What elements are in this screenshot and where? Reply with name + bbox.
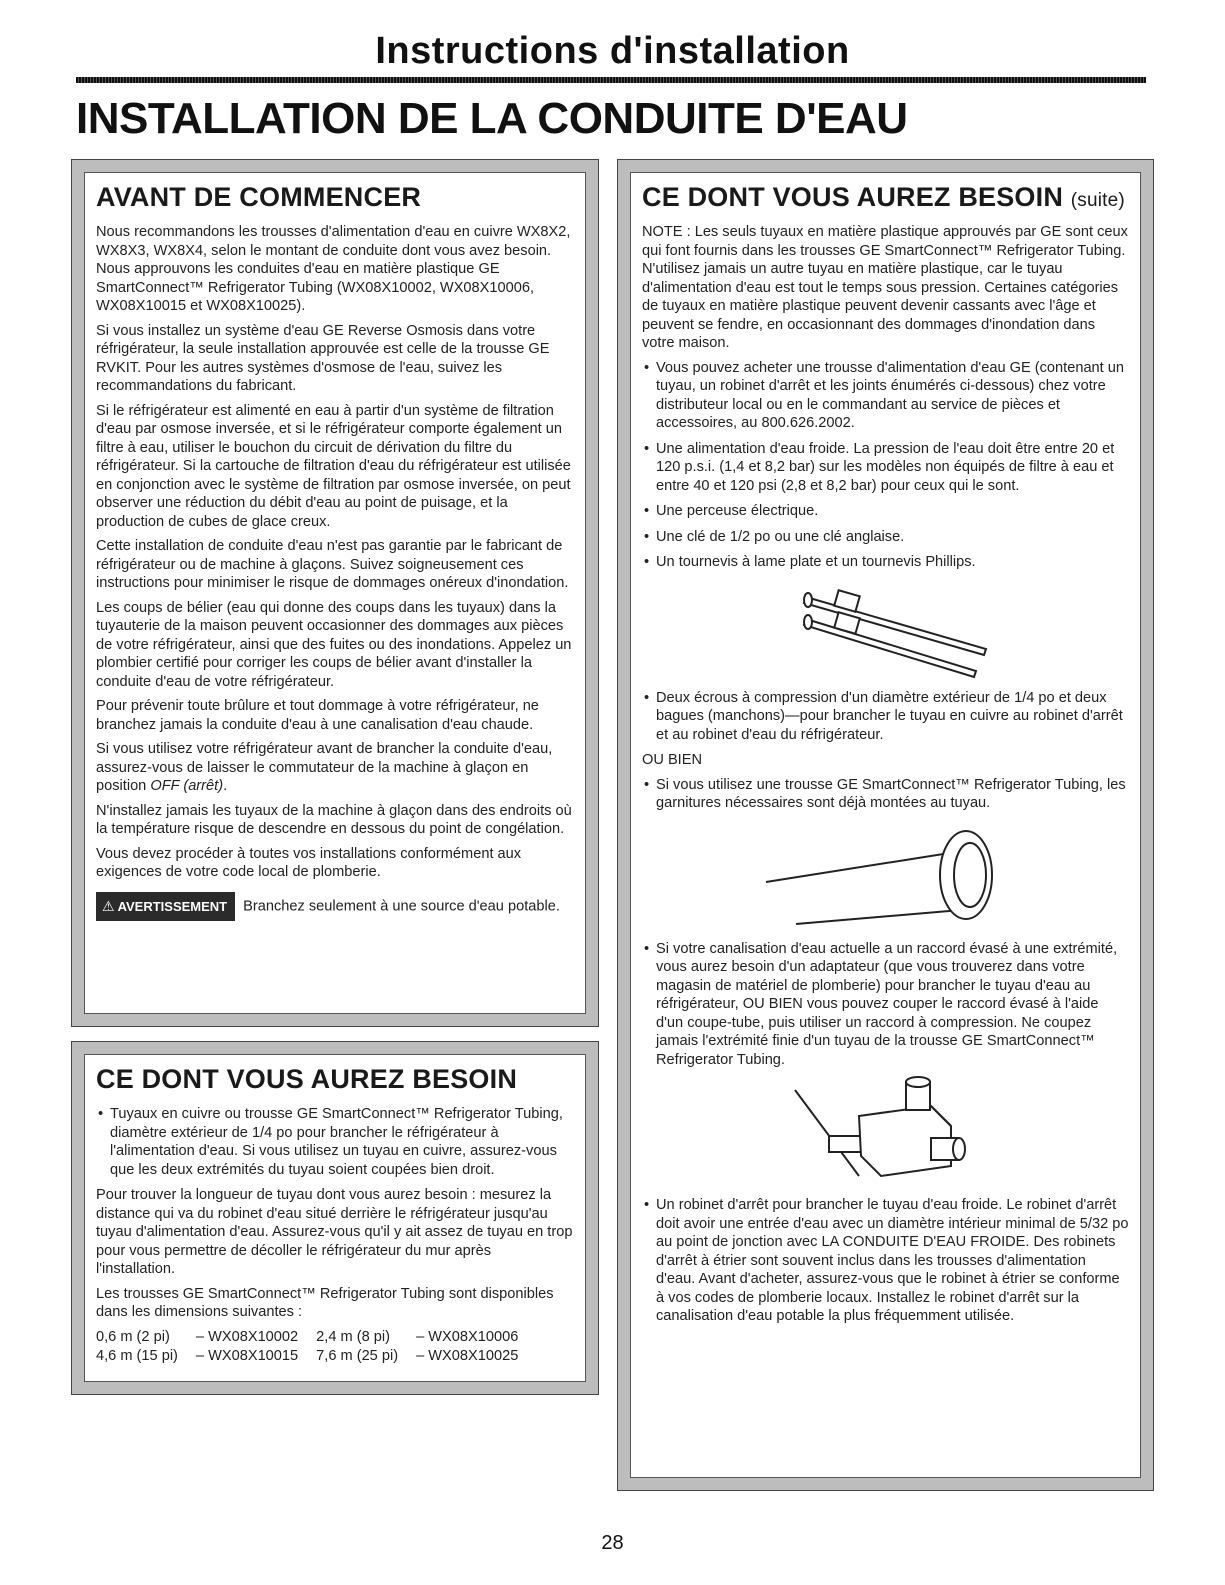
page-number: 28 (601, 1532, 624, 1554)
avant-de-commencer-box (72, 160, 598, 1026)
shutoff-valve-illustration (781, 1076, 991, 1186)
besoin-paragraph: Pour trouver la longueur de tuyau dont vous aurez besoin : mesurez la distance qui va du robinet d'eau situé derrière le réfrigérateur jusqu'au tuyau d'alimentation d'eau. Assurez-vous qu'il y ait assez de tuyau en trop pour vous permettre de décoller le réfrigérateur du mur après l'installation. (96, 1187, 573, 1277)
suite-heading-text: CE DONT VOUS AUREZ BESOIN (642, 182, 1064, 212)
copper-tubes-illustration (766, 579, 1006, 679)
ou-bien-label: OU BIEN (642, 752, 703, 768)
warning-row (96, 892, 574, 922)
table-cell: – WX08X10006 (416, 1328, 519, 1345)
table-cell: 2,4 m (8 pi) (316, 1328, 390, 1345)
table-cell: 7,6 m (25 pi) (316, 1348, 399, 1364)
suite-list (642, 940, 1129, 1070)
header-rule (76, 77, 1146, 83)
besoin-box (72, 1042, 598, 1394)
list-item: • Un tournevis à lame plate et un tournevis Phillips. (642, 553, 1129, 572)
avant-paragraph: Nous recommandons les trousses d'alimentation d'eau en cuivre WX8X2, WX8X3, WX8X4, selon le montant de conduite dont vous avez besoin. Nous approuvons les conduites d'eau en matière plastique GE SmartConnect™ Refrigerator Tubing (WX08X10002, WX08X10006, WX08X10015 et WX08X10025). (96, 224, 571, 314)
besoin-list (96, 1105, 574, 1179)
avant-p7-end: . (223, 778, 228, 794)
suite-heading (642, 182, 1129, 213)
list-item: • Une alimentation d'eau froide. La pression de l'eau doit être entre 20 et 120 p.s.i. (1,4 et 8,2 bar) sur les modèles non équipés de filtre à eau et entre 40 et 120 psi (2,8 et 8,2 bar) pour ceux qui le sont. (642, 440, 1129, 496)
table-cell: – WX08X10015 (195, 1348, 299, 1364)
avant-p7-text: Si vous utilisez votre réfrigérateur avant de brancher la conduite d'eau, assurez-vous de laisser le commutateur de la machine à glaçon en position (96, 741, 553, 794)
list-item: • Deux écrous à compression d'un diamètre extérieur de 1/4 po et deux bagues (manchons)—pour brancher le tuyau en cuivre au robinet d'arrêt et au robinet d'eau du réfrigérateur. (642, 689, 1129, 745)
list-item: • Tuyaux en cuivre ou trousse GE SmartConnect™ Refrigerator Tubing, diamètre extérieur de 1/4 po pour brancher le réfrigérateur à l'alimentation d'eau. Si vous utilisez un tuyau en cuivre, assurez-vous que les deux extrémités du tuyau soient coupées bien droit. (96, 1105, 574, 1179)
avant-paragraph: Les coups de bélier (eau qui donne des coups dans les tuyaux) dans la tuyauterie de la maison peuvent occasionner des dommages aux pièces de votre réfrigérateur, ainsi que des fuites ou des inondations. Appelez un plombier certifié pour corriger les coups de bélier avant d'installer la conduite d'eau de votre réfrigérateur. (96, 599, 572, 690)
besoin-suite-box (618, 160, 1153, 1490)
avant-paragraph: Si le réfrigérateur est alimenté en eau à partir d'un système de filtration d'eau par osmose inversée, et si le réfrigérateur comporte également un filtre à eau, utiliser le bouchon du circuit de dérivation du filtre du réfrigérateur. Si la cartouche de filtration d'eau du réfrigérateur est utilisée en conjonction avec le système de filtration par osmose inversée, on peut observer une réduction du débit d'eau au point de puisage, et la production de cubes de glace creux. (96, 402, 571, 530)
page-header-title: Instructions d'installation (375, 30, 850, 72)
warning-icon: ⚠ (102, 897, 115, 914)
list-item: • Un robinet d'arrêt pour brancher le tuyau d'eau froide. Le robinet d'arrêt doit avoir une entrée d'eau avec un diamètre intérieur minimal de 5/32 po au point de jonction avec LA CONDUITE D'EAU FROIDE. Des robinets d'arrêt à étrier sont souvent inclus dans les trousses d'alimentation d'eau. Avant d'acheter, assurez-vous que le robinet à étrier se conforme à vos codes de plomberie locaux. Installez le robinet d'arrêt sur la canalisation d'eau potable la plus fréquemment utilisée. (642, 1196, 1129, 1326)
table-cell: – WX08X10025 (416, 1348, 519, 1364)
avant-paragraph (96, 740, 574, 796)
besoin-paragraph: Les trousses GE SmartConnect™ Refrigerator Tubing sont disponibles dans les dimensions suivantes : (96, 1285, 554, 1320)
warning-text: Branchez seulement à une source d'eau potable. (243, 898, 560, 915)
avant-paragraph: Si vous installez un système d'eau GE Reverse Osmosis dans votre réfrigérateur, la seule installation approuvée est celle de la trousse GE RVKIT. Pour les autres systèmes d'osmose de l'eau, suivez les recommandations du fabricant. (96, 322, 550, 394)
suite-list (642, 689, 1129, 745)
suite-note: NOTE : Les seuls tuyaux en matière plastique approuvés par GE sont ceux qui font fournis dans les trousses GE SmartConnect™ Refrigerator Tubing. N'utilisez jamais un autre tuyau en matière plastique, car le tuyau d'alimentation d'eau est tout le temps sous pression. Certaines catégories de tuyaux en matière plastique peuvent devenir cassants avec l'âge et peuvent se fendre, en occasionnant des dommages d'inondation dans votre maison. (642, 224, 1128, 351)
plastic-tube-illustration (756, 820, 1016, 930)
list-item: • Si vous utilisez une trousse GE SmartConnect™ Refrigerator Tubing, les garnitures nécessaires sont déjà montées au tuyau. (642, 776, 1129, 813)
list-item: • Vous pouvez acheter une trousse d'alimentation d'eau GE (contenant un tuyau, un robinet d'arrêt et les joints énumérés ci-dessous) chez votre distributeur local ou en le commandant au service de pièces et accessoires, au 800.626.2002. (642, 359, 1129, 433)
warning-badge (96, 892, 235, 922)
avant-paragraph: Vous devez procéder à toutes vos installations conformément aux exigences de votre code local de plomberie. (96, 845, 522, 880)
avant-heading: AVANT DE COMMENCER (96, 182, 422, 212)
table-row (96, 1328, 536, 1348)
avant-paragraph: Cette installation de conduite d'eau n'est pas garantie par le fabricant de réfrigérateur ou de machine à glaçons. Suivez soigneusement ces instructions pour minimiser le risque de dommages onéreux d'inondation. (96, 538, 569, 591)
avant-paragraph: N'installez jamais les tuyaux de la machine à glaçon dans des endroits où la température risque de descendre en dessous du point de congélation. (96, 802, 572, 837)
suite-list (642, 1196, 1129, 1326)
warning-label: AVERTISSEMENT (117, 898, 228, 914)
off-emphasis: OFF (arrêt) (150, 778, 224, 794)
besoin-heading: CE DONT VOUS AUREZ BESOIN (96, 1064, 518, 1094)
section-title: INSTALLATION DE LA CONDUITE D'EAU (76, 94, 908, 143)
table-cell: 0,6 m (2 pi) (96, 1328, 170, 1345)
table-cell: – WX08X10002 (195, 1328, 299, 1345)
table-cell: 4,6 m (15 pi) (96, 1348, 178, 1364)
suite-list (642, 359, 1129, 572)
suite-heading-suffix: (suite) (1070, 190, 1125, 211)
sizes-table (96, 1328, 536, 1367)
list-item: • Une clé de 1/2 po ou une clé anglaise. (642, 528, 1129, 547)
avant-paragraph: Pour prévenir toute brûlure et tout dommage à votre réfrigérateur, ne branchez jamais la conduite d'eau à une canalisation d'eau chaude. (96, 698, 539, 733)
table-row (96, 1347, 536, 1367)
list-item: • Une perceuse électrique. (642, 502, 1129, 521)
list-item: • Si votre canalisation d'eau actuelle a un raccord évasé à une extrémité, vous aurez besoin d'un adaptateur (que vous trouverez dans votre magasin de matériel de plomberie) pour brancher le tuyau d'eau au réfrigérateur, OU BIEN vous pouvez couper le raccord évasé à l'aide d'un coupe-tube, puis utiliser un raccord à compression. Ne coupez jamais l'extrémité finie d'un tuyau de la trousse GE SmartConnect™ Refrigerator Tubing. (642, 940, 1129, 1070)
suite-list (642, 776, 1129, 813)
